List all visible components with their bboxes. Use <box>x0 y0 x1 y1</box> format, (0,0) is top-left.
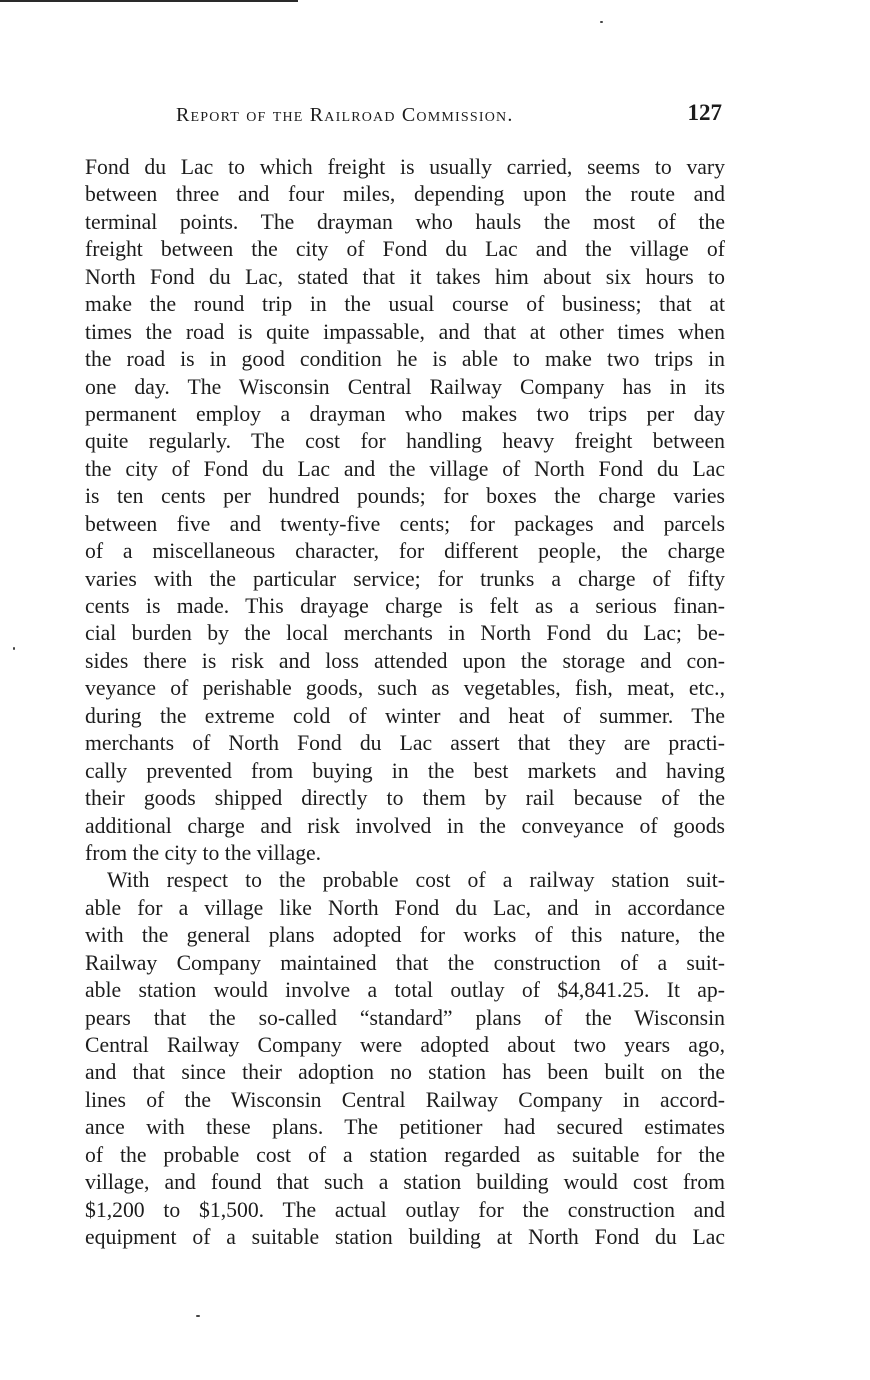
text-line: cally prevented from buying in the best markets and having <box>85 758 725 783</box>
text-line: $1,200 to $1,500. The actual outlay for the construction and <box>85 1197 725 1222</box>
page-header <box>176 100 722 132</box>
text-line: varies with the particular service; for trunks a charge of fifty <box>85 566 725 591</box>
text-line: Central Railway Company were adopted about two years ago, <box>85 1033 725 1057</box>
paragraph <box>85 154 725 867</box>
text-line: one day. The Wisconsin Central Railway Company has in its <box>85 374 725 399</box>
text-line: additional charge and risk involved in the conveyance of goods <box>85 813 725 838</box>
text-line: between three and four miles, depending upon the route and <box>85 182 725 207</box>
text-line: times the road is quite impassable, and that at other times when <box>85 319 725 344</box>
text-line: of a miscellaneous character, for different people, the charge <box>85 539 725 564</box>
text-line: freight between the city of Fond du Lac and the village of <box>85 237 725 262</box>
text-line: North Fond du Lac, stated that it takes him about six hours to <box>85 264 725 289</box>
text-line: veyance of perishable goods, such as vegetables, fish, meat, etc., <box>85 676 725 701</box>
text-line: and that since their adoption no station has been built on the <box>85 1060 725 1085</box>
text-line: permanent employ a drayman who makes two trips per day <box>85 401 725 426</box>
paragraph <box>85 867 725 1251</box>
text-line: able station would involve a total outlay of $4,841.25. It ap- <box>85 978 725 1003</box>
text-line: make the round trip in the usual course of business; that at <box>85 292 725 317</box>
text-line: the city of Fond du Lac and the village of North Fond du Lac <box>85 456 725 481</box>
text-line: cial burden by the local merchants in North Fond du Lac; be- <box>85 621 725 646</box>
text-line: Railway Company maintained that the construction of a suit- <box>85 950 725 975</box>
text-line: With respect to the probable cost of a railway station suit- <box>107 868 725 893</box>
page-number: 127 <box>687 100 722 125</box>
text-line: Fond du Lac to which freight is usually carried, seems to vary <box>85 155 725 179</box>
text-line: village, and found that such a station building would cost from <box>85 1170 725 1195</box>
text-line: with the general plans adopted for works of this nature, the <box>85 923 725 948</box>
text-line: ance with these plans. The petitioner had secured estimates <box>85 1115 725 1140</box>
text-line: quite regularly. The cost for handling heavy freight between <box>85 429 725 454</box>
text-line: equipment of a suitable station building at North Fond du Lac <box>85 1225 725 1250</box>
text-line: merchants of North Fond du Lac assert that they are practi- <box>85 731 725 756</box>
text-line: between five and twenty-five cents; for packages and parcels <box>85 511 725 536</box>
body-text <box>85 154 725 1252</box>
scan-speck <box>600 21 603 23</box>
text-line: the road is in good condition he is able to make two trips in <box>85 347 725 372</box>
scan-speck <box>13 647 15 650</box>
text-line: able for a village like North Fond du Lac, and in accordance <box>85 895 725 920</box>
text-line: lines of the Wisconsin Central Railway Company in accord- <box>85 1087 725 1112</box>
text-line: during the extreme cold of winter and heat of summer. The <box>85 703 725 728</box>
text-line: is ten cents per hundred pounds; for boxes the charge varies <box>85 484 725 509</box>
text-line: from the city to the village. <box>85 840 322 865</box>
running-head: Report of the Railroad Commission. <box>176 104 514 126</box>
scan-speck <box>196 1315 200 1317</box>
text-line: of the probable cost of a station regarded as suitable for the <box>85 1142 725 1167</box>
text-line: cents is made. This drayage charge is felt as a serious finan- <box>85 594 725 618</box>
text-line: pears that the so-called “standard” plans of the Wisconsin <box>85 1005 725 1030</box>
text-line: terminal points. The drayman who hauls the most of the <box>85 209 725 234</box>
top-edge-rule <box>0 0 298 2</box>
text-line: their goods shipped directly to them by rail because of the <box>85 786 725 811</box>
text-line: sides there is risk and loss attended upon the storage and con- <box>85 648 725 673</box>
